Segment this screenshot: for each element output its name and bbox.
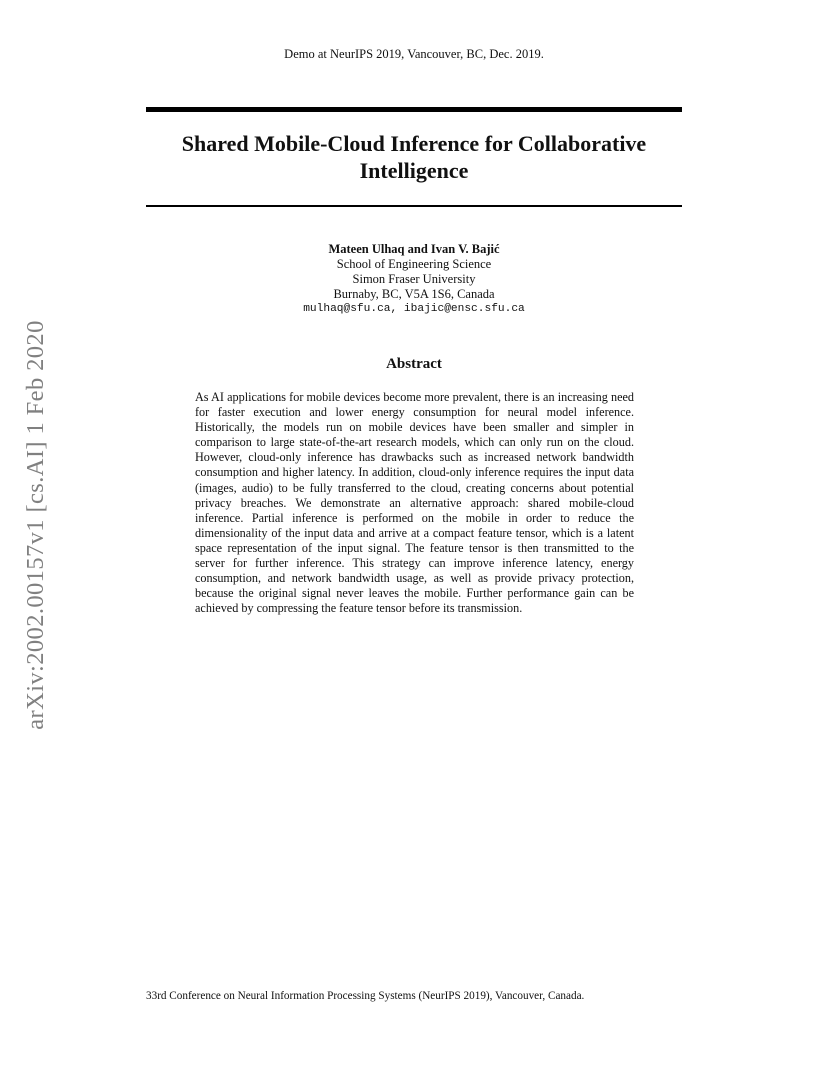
arxiv-stamp: arXiv:2002.00157v1 [cs.AI] 1 Feb 2020 (22, 320, 49, 730)
title-bottom-rule (146, 205, 682, 207)
author-emails: mulhaq@sfu.ca, ibajic@ensc.sfu.ca (303, 303, 525, 315)
abstract-text: As AI applications for mobile devices become more prevalent, there is an increasing need for faster execution and lower energy consumption for neural model inference. Historically, the models run on mobile devices have been smaller and simpler in comparison to large state-of-the-art research models, which can only run on the cloud. However, cloud-only inference has drawbacks such as increased network bandwidth consumption and higher latency. In addition, cloud-only inference requires the input data (images, audio) to be fully transferred to the cloud, creating concerns about potential privacy breaches. We demonstrate an alternative approach: shared mobile-cloud inference. Partial inference is performed on the mobile in order to reduce the dimensionality of the input data and arrive at a compact feature tensor, which is a latent space representation of the input signal. The feature tensor is then transmitted to the server for further inference. This strategy can improve inference latency, energy consumption, and network bandwidth usage, as well as provide privacy protection, because the original signal never leaves the mobile. Further performance gain can be achieved by compressing the feature tensor before its transmission. (195, 390, 634, 616)
affiliation-line-1: School of Engineering Science (336, 257, 492, 271)
title-top-rule (146, 107, 682, 112)
title-line-2: Intelligence (359, 158, 469, 183)
affiliation-line-3: Burnaby, BC, V5A 1S6, Canada (333, 287, 495, 301)
abstract-heading: Abstract (386, 356, 442, 372)
venue-header: Demo at NeurIPS 2019, Vancouver, BC, Dec. 2019. (284, 47, 544, 61)
paper-title (146, 130, 682, 184)
author-block (0, 242, 828, 317)
conference-footer: 33rd Conference on Neural Information Processing Systems (NeurIPS 2019), Vancouver, Canada. (146, 990, 585, 1002)
affiliation-line-2: Simon Fraser University (352, 272, 476, 286)
author-names: Mateen Ulhaq and Ivan V. Bajić (328, 242, 500, 256)
title-line-1: Shared Mobile-Cloud Inference for Collaborative (181, 131, 647, 156)
